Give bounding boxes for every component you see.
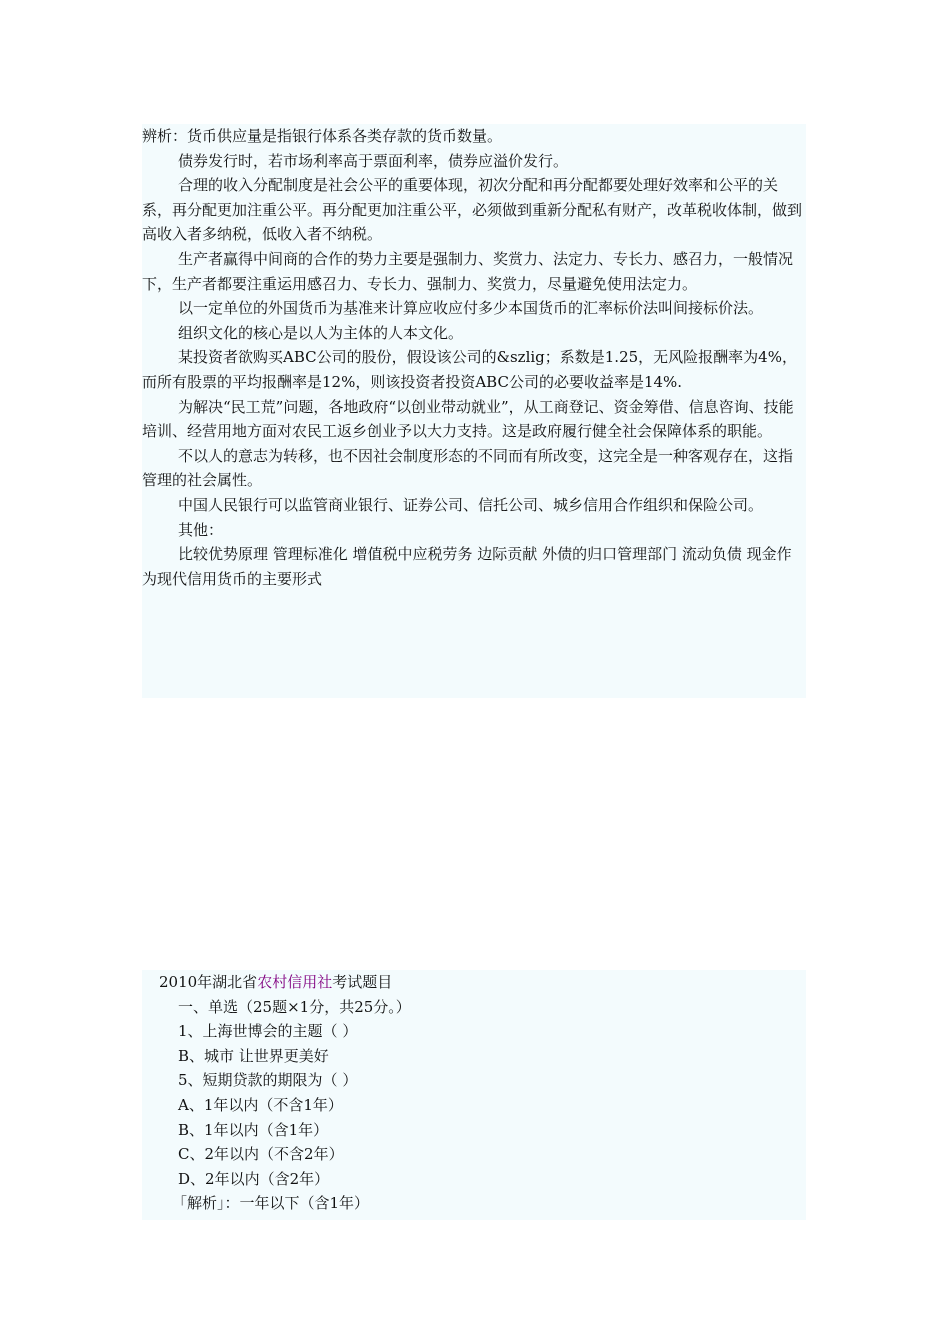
paragraph: 某投资者欲购买ABC公司的股份，假设该公司的&szlig；系数是1.25，无风险报酬率为4%，而所有股票的平均报酬率是12%，则该投资者投资ABC公司的必要收益率是14%.: [142, 348, 797, 391]
exam-title: [142, 970, 806, 995]
exam-line: 5、短期贷款的期限为（ ）: [178, 1071, 358, 1090]
exam-line: B、城市 让世界更美好: [178, 1046, 329, 1065]
text-block-exam: [142, 970, 806, 1220]
paragraph: 辨析：货币供应量是指银行体系各类存款的货币数量。: [142, 127, 503, 145]
paragraph: 生产者赢得中间商的合作的势力主要是强制力、奖赏力、法定力、专长力、感召力，一般情况下，生产者都要注重运用感召力、专长力、强制力、奖赏力，尽量避免使用法定力。: [142, 249, 794, 293]
title-link[interactable]: 农村信用社: [257, 973, 333, 991]
paragraph: 合理的收入分配制度是社会公平的重要体现，初次分配和再分配都要处理好效率和公平的关系，再分配更加注重公平。再分配更加注重公平，必须做到重新分配私有财产，改革税收体制，做到高收入者多纳税，低收入者不纳税。: [142, 176, 803, 244]
exam-line: 一、单选（25题×1分，共25分。）: [178, 997, 411, 1016]
exam-line: 1、上海世博会的主题（ ）: [178, 1022, 358, 1041]
paragraph: 以一定单位的外国货币为基准来计算应收应付多少本国货币的汇率标价法叫间接标价法。: [178, 299, 764, 318]
text-block-answers: [142, 124, 806, 698]
exam-line: B、1年以内（含1年）: [178, 1120, 329, 1139]
title-prefix: 2010年湖北省: [159, 973, 258, 991]
paragraph-keywords: 比较优势原理 管理标准化 增值税中应税劳务 边际贡献 外债的归口管理部门 流动负债 现金作为现代信用货币的主要形式: [142, 545, 792, 588]
paragraph: 中国人民银行可以监管商业银行、证券公司、信托公司、城乡信用合作组织和保险公司。: [178, 495, 764, 514]
paragraph-other-heading: 其他：: [178, 520, 224, 539]
paragraph: 不以人的意志为转移，也不因社会制度形态的不同而有所改变，这完全是一种客观存在，这指管理的社会属性。: [142, 446, 794, 490]
title-suffix: 考试题目: [332, 973, 393, 991]
exam-line: D、2年以内（含2年）: [178, 1169, 330, 1188]
exam-line: A、1年以内（不含1年）: [178, 1095, 343, 1114]
paragraph: 为解决“民工荒”问题，各地政府“以创业带动就业”，从工商登记、资金筹借、信息咨询、技能培训、经营用地方面对农民工返乡创业予以大力支持。这是政府履行健全社会保障体系的职能。: [142, 397, 794, 441]
paragraph: 组织文化的核心是以人为主体的人本文化。: [178, 323, 464, 342]
paragraph: 债券发行时，若市场利率高于票面利率，债券应溢价发行。: [178, 151, 569, 170]
exam-analysis: 「解析」：一年以下（含1年）: [172, 1194, 370, 1213]
exam-line: C、2年以内（不含2年）: [178, 1145, 344, 1164]
